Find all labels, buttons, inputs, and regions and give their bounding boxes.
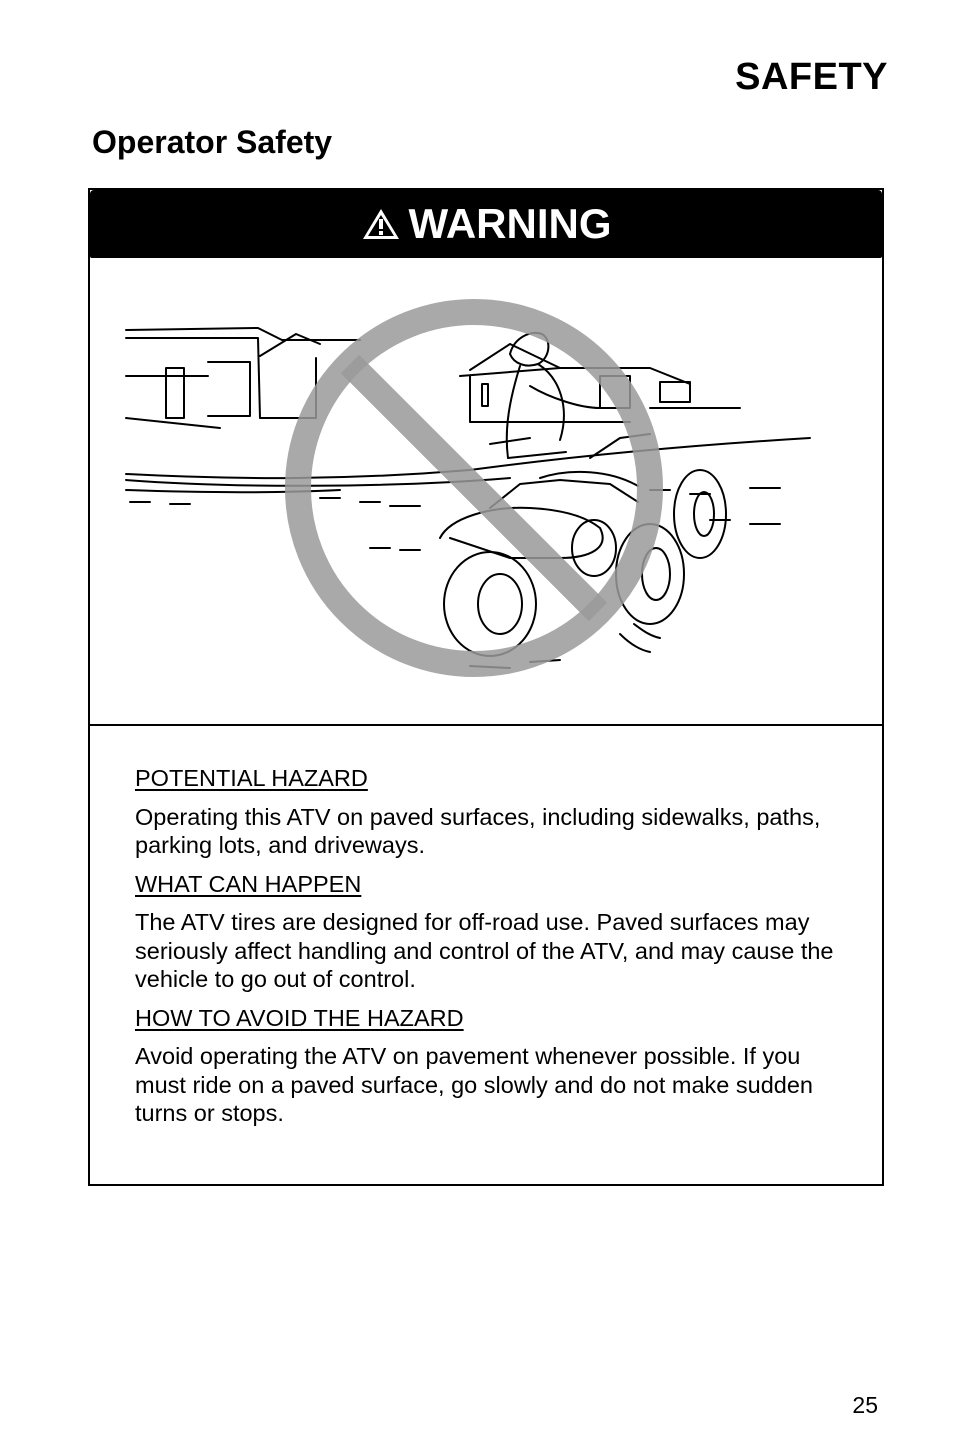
- hazard-text: Operating this ATV on paved surfaces, including sidewalks, paths, parking lots, and driveways.: [135, 803, 821, 858]
- avoidance-heading: HOW TO AVOID THE HAZARD: [135, 1004, 464, 1031]
- page-number: 25: [852, 1392, 878, 1418]
- consequence-heading: WHAT CAN HAPPEN: [135, 870, 362, 897]
- warning-triangle-icon: [361, 207, 401, 241]
- page-title: Operator Safety: [92, 124, 333, 160]
- atv-on-pavement-drawing: [90, 258, 882, 724]
- section-header: SAFETY: [735, 56, 888, 98]
- avoidance-text: Avoid operating the ATV on pavement whenever possible. If you must ride on a paved surface, go slowly and do not make sudden turns or stops.: [135, 1043, 813, 1126]
- warning-divider: [90, 724, 882, 726]
- hazard-heading: POTENTIAL HAZARD: [135, 765, 368, 791]
- warning-box: [88, 188, 884, 1186]
- warning-label: WARNING: [408, 200, 612, 247]
- warning-banner: [90, 190, 882, 258]
- atv-pavement-illustration: [90, 258, 882, 724]
- warning-text: [135, 764, 845, 1138]
- consequence-text: The ATV tires are designed for off-road use. Paved surfaces may seriously affect handling and control of the ATV, and may cause the vehicle to go out of control.: [135, 909, 834, 992]
- prohibition-icon: [298, 312, 650, 664]
